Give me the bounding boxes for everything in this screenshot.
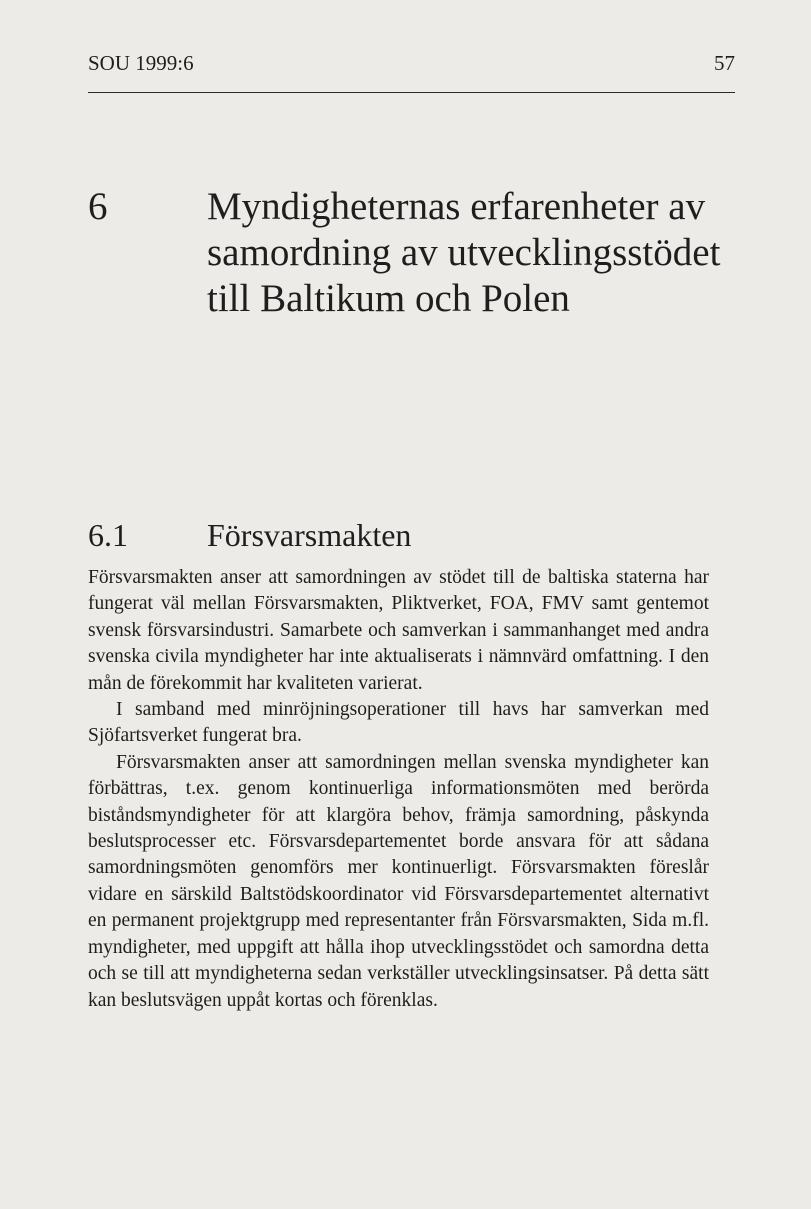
body-paragraph: Försvarsmakten anser att samordningen av stödet till de baltiska staterna har fungerat väl mellan Försvarsmakten, Pliktverket, FOA, FMV samt gentemot svensk försvarsindustri. Samarbete och samverkan i sammanhanget med andra svenska civila myndigheter har inte aktualiserats i nämnvärd omfattning. I den mån de förekommit har kvaliteten varierat. (88, 567, 709, 694)
body-paragraph: I samband med minröjningsoperationer till havs har samverkan med Sjöfartsverket fungerat bra. (88, 699, 709, 747)
publication-reference: SOU 1999:6 (88, 51, 194, 75)
section-number: 6.1 (88, 517, 128, 553)
page-header (88, 51, 735, 75)
body-paragraph: Försvarsmakten anser att samordningen mellan svenska myndigheter kan förbättras, t.ex. genom kontinuerliga informationsmöten med berörda biståndsmyndigheter för att klargöra behov, främja samordning, påskynda beslutsprocesser etc. Försvarsdepartementet borde ansvara för att sådana samordningsmöten genomförs mer kontinuerligt. Försvarsmakten föreslår vidare en särskild Baltstödskoordinator vid Försvarsdepartementet alternativt en permanent projektgrupp med representanter från Försvarsmakten, Sida m.fl. myndigheter, med uppgift att hålla ihop utvecklingsstödet och samordna detta och se till att myndigheterna sedan verkställer utvecklingsinsatser. På detta sätt kan beslutsvägen uppåt kortas och förenklas. (88, 751, 709, 1011)
chapter-title: Myndigheternas erfarenheter av samordning av utvecklingsstödet till Baltikum och Polen (207, 185, 721, 320)
section-title: Försvarsmakten (207, 517, 412, 553)
header-rule (88, 92, 735, 93)
page-number: 57 (714, 51, 735, 75)
section-body (88, 565, 709, 1014)
chapter-number: 6 (88, 185, 108, 228)
